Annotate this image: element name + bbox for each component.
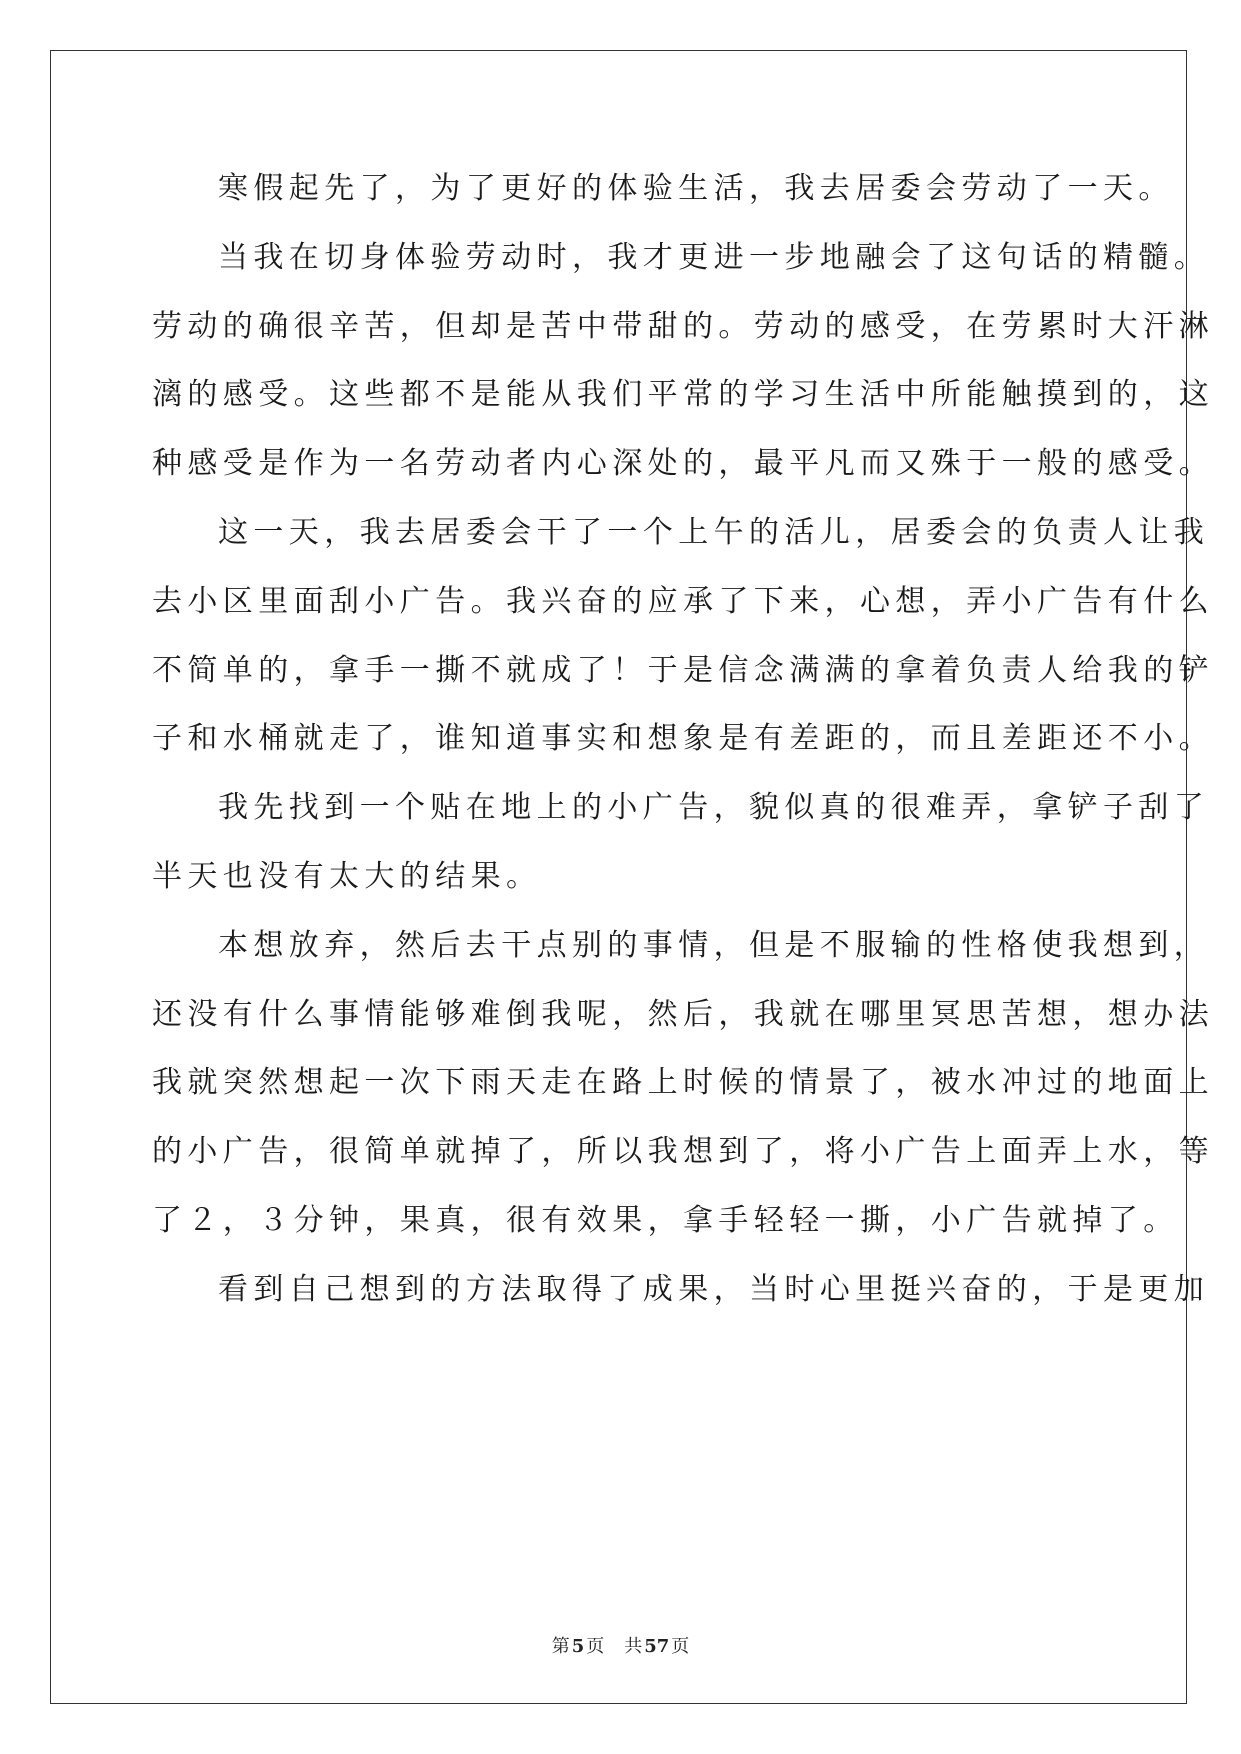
paragraph-6-line-1: 看到自己想到的方法取得了成果，当时心里挺兴奋的，于是更加 xyxy=(218,1272,1210,1307)
page-footer xyxy=(0,1632,1241,1658)
paragraph-5-line-2: 还没有什么事情能够难倒我呢，然后，我就在哪里冥思苦想，想办法 xyxy=(152,997,1214,1032)
page-prefix: 第 xyxy=(551,1636,570,1657)
paragraph-5-line-3: 我就突然想起一次下雨天走在路上时候的情景了，被水冲过的地面上 xyxy=(152,1065,1214,1100)
total-pages: 57 xyxy=(644,1636,670,1657)
paragraph-3-line-4: 子和水桶就走了，谁知道事实和想象是有差距的，而且差距还不小。 xyxy=(152,721,1214,756)
page-suffix: 页 xyxy=(586,1636,605,1657)
paragraph-2-line-3: 漓的感受。这些都不是能从我们平常的学习生活中所能触摸到的，这 xyxy=(152,377,1214,412)
paragraph-2-line-2: 劳动的确很辛苦，但却是苦中带甜的。劳动的感受，在劳累时大汗淋 xyxy=(152,309,1214,344)
paragraph-3-line-2: 去小区里面刮小广告。我兴奋的应承了下来，心想，弄小广告有什么 xyxy=(152,584,1214,619)
paragraph-5-line-1: 本想放弃，然后去干点别的事情，但是不服输的性格使我想到， xyxy=(218,928,1210,963)
paragraph-1-line-1: 寒假起先了，为了更好的体验生活，我去居委会劳动了一天。 xyxy=(218,171,1174,206)
total-suffix: 页 xyxy=(671,1636,690,1657)
paragraph-2-line-1: 当我在切身体验劳动时，我才更进一步地融会了这句话的精髓。 xyxy=(218,240,1210,275)
paragraph-4-line-1: 我先找到一个贴在地上的小广告，貌似真的很难弄，拿铲子刮了 xyxy=(218,790,1210,825)
paragraph-3-line-3: 不简单的，拿手一撕不就成了！于是信念满满的拿着负责人给我的铲 xyxy=(152,653,1214,688)
paragraph-5-line-5: 了２，３分钟，果真，很有效果，拿手轻轻一撕，小广告就掉了。 xyxy=(152,1203,1179,1238)
paragraph-4-line-2: 半天也没有太大的结果。 xyxy=(152,859,542,894)
paragraph-2-line-4: 种感受是作为一名劳动者内心深处的，最平凡而又殊于一般的感受。 xyxy=(152,446,1214,481)
paragraph-3-line-1: 这一天，我去居委会干了一个上午的活儿，居委会的负责人让我 xyxy=(218,515,1210,550)
page-number: 5 xyxy=(571,1636,585,1657)
paragraph-5-line-4: 的小广告，很简单就掉了，所以我想到了，将小广告上面弄上水，等 xyxy=(152,1134,1214,1169)
total-prefix: 共 xyxy=(624,1636,643,1657)
